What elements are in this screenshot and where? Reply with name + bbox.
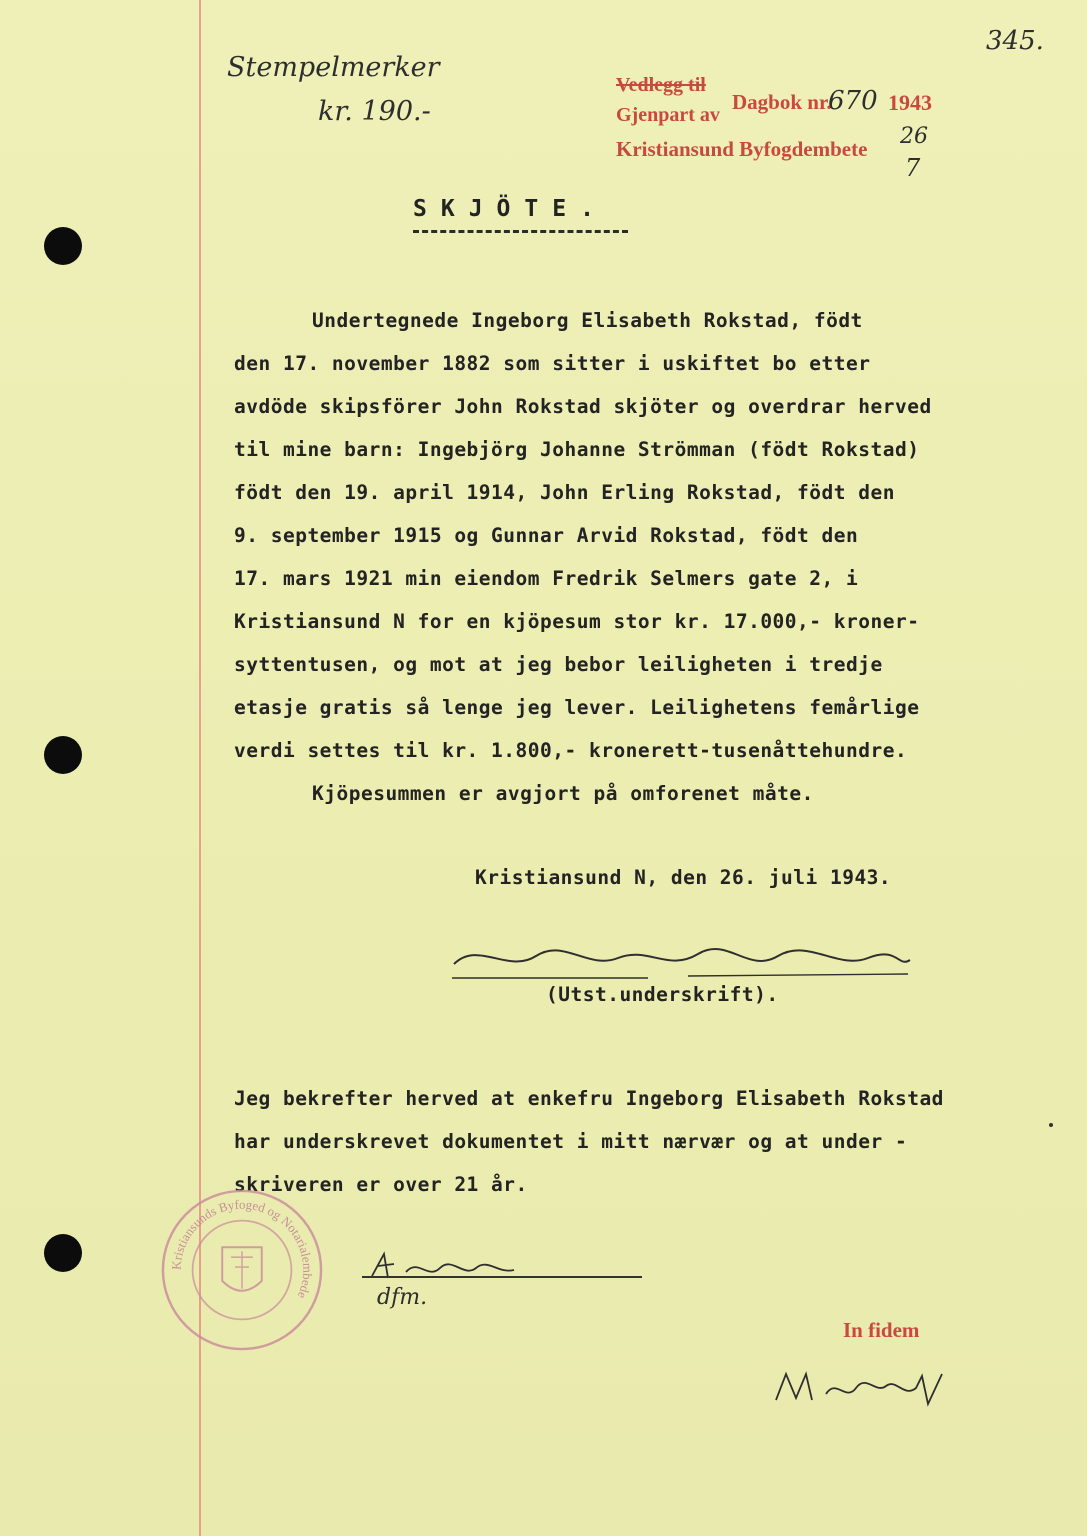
- punch-hole-middle: [44, 736, 82, 774]
- body-line: avdöde skipsförer John Rokstad skjöter og overdrar herved: [234, 395, 932, 418]
- body-line: til mine barn: Ingebjörg Johanne Strömman (födt Rokstad): [234, 438, 920, 461]
- signature-scrawl: [448, 934, 918, 984]
- registry-date-day: 26: [900, 124, 928, 149]
- confirmation-line: har underskrevet dokumentet i mitt nærvær og at under -: [234, 1130, 908, 1153]
- in-fidem-label: In fidem: [843, 1318, 920, 1342]
- punch-hole-top: [44, 227, 82, 265]
- body-line: den 17. november 1882 som sitter i uskiftet bo etter: [234, 352, 871, 375]
- fidem-signature-scrawl: [772, 1364, 952, 1414]
- document-title: SKJÖTE.: [413, 196, 608, 222]
- page-number: 345.: [986, 26, 1044, 56]
- diary-number: 670: [828, 86, 878, 116]
- stamp-marks-amount: kr. 190.-: [318, 96, 431, 127]
- title-underline: [413, 230, 628, 233]
- punch-hole-bottom: [44, 1234, 82, 1272]
- body-line: födt den 19. april 1914, John Erling Rokstad, födt den: [234, 481, 895, 504]
- body-line: syttentusen, og mot at jeg bebor leiligheten i tredje: [234, 653, 883, 676]
- witness-title: dfm.: [377, 1285, 428, 1310]
- body-line: Kristiansund N for en kjöpesum stor kr. 17.000,- kroner-: [234, 610, 920, 633]
- registry-stamp-struck: Vedlegg til: [616, 74, 706, 96]
- witness-signature-scrawl: [368, 1250, 518, 1284]
- registry-stamp-office: Kristiansund Byfogdembete: [616, 137, 868, 161]
- seal-text: Kristiansunds Byfoged og Notarialembede: [169, 1197, 315, 1301]
- body-line: Kjöpesummen er avgjort på omforenet måte.: [312, 782, 814, 805]
- body-line: Undertegnede Ingeborg Elisabeth Rokstad, födt: [312, 309, 863, 332]
- registry-stamp-dagbok: Dagbok nr.: [732, 90, 832, 114]
- registry-year: 1943: [888, 90, 932, 115]
- stamp-marks-label: Stempelmerker: [227, 52, 440, 83]
- place-and-date: Kristiansund N, den 26. juli 1943.: [475, 866, 892, 889]
- official-seal-stamp: [158, 1186, 326, 1354]
- registry-stamp-gjenpart: Gjenpart av: [616, 104, 720, 126]
- ink-speck: [1049, 1123, 1053, 1127]
- registry-date-month: 7: [905, 154, 921, 182]
- confirmation-line: skriveren er over 21 år.: [234, 1173, 528, 1196]
- body-line: etasje gratis så lenge jeg lever. Leilighetens femårlige: [234, 696, 920, 719]
- witness-signature-rule: [362, 1276, 642, 1278]
- body-line: 9. september 1915 og Gunnar Arvid Rokstad, födt den: [234, 524, 859, 547]
- signature-note: (Utst.underskrift).: [546, 983, 779, 1006]
- confirmation-line: Jeg bekrefter herved at enkefru Ingeborg Elisabeth Rokstad: [234, 1087, 944, 1110]
- body-line: 17. mars 1921 min eiendom Fredrik Selmers gate 2, i: [234, 567, 859, 590]
- body-line: verdi settes til kr. 1.800,- kronerett-tusenåttehundre.: [234, 739, 908, 762]
